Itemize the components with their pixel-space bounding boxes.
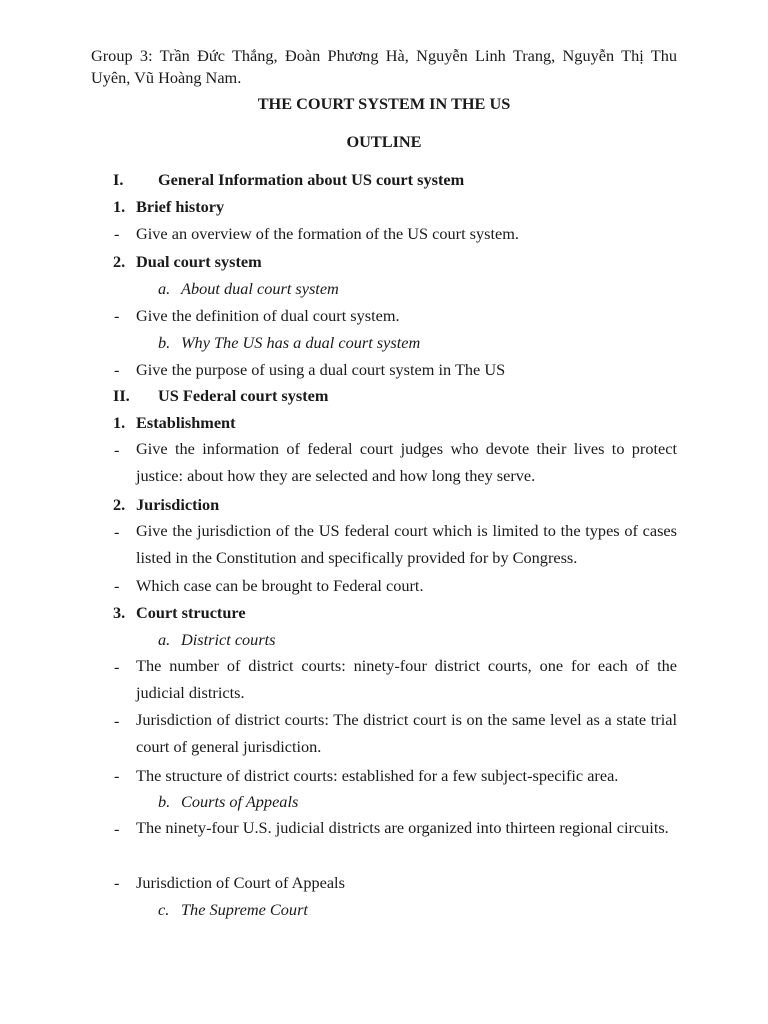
- heading-number: 2.: [113, 495, 126, 514]
- item-heading: About dual court system: [181, 279, 339, 298]
- item-letter: c.: [158, 900, 170, 919]
- bullet-text: The number of district courts: ninety-four district courts, one for each of the judicial districts.: [136, 656, 677, 702]
- bullet-marker: -: [114, 306, 120, 325]
- bullet-marker: -: [114, 224, 120, 243]
- bullet-marker: -: [114, 873, 120, 892]
- bullet-text: The ninety-four U.S. judicial districts are organized into thirteen regional circuits.: [136, 818, 669, 837]
- item-letter: a.: [158, 279, 171, 298]
- bullet-marker: -: [114, 819, 120, 838]
- section-heading: US Federal court system: [158, 386, 329, 405]
- bullet-text: Jurisdiction of Court of Appeals: [136, 873, 345, 892]
- item-heading: Why The US has a dual court system: [181, 333, 421, 352]
- bullet-marker: -: [114, 576, 120, 595]
- document-subtitle: OUTLINE: [346, 132, 422, 151]
- subheading: Brief history: [136, 197, 225, 216]
- bullet-marker: -: [114, 657, 120, 676]
- section-numeral: I.: [113, 170, 124, 189]
- item-heading: The Supreme Court: [181, 900, 308, 919]
- heading-number: 1.: [113, 413, 126, 432]
- heading-number: 3.: [113, 603, 126, 622]
- bullet-text: Which case can be brought to Federal court.: [136, 576, 424, 595]
- subheading: Jurisdiction: [136, 495, 220, 514]
- heading-number: 2.: [113, 252, 126, 271]
- section-heading: General Information about US court system: [158, 170, 465, 189]
- bullet-text: The structure of district courts: established for a few subject-specific area.: [136, 766, 619, 785]
- bullet-marker: -: [114, 711, 120, 730]
- bullet-text: Jurisdiction of district courts: The district court is on the same level as a state trial court of general jurisdiction.: [136, 710, 677, 756]
- bullet-text: Give the purpose of using a dual court system in The US: [136, 360, 506, 379]
- heading-number: 1.: [113, 197, 126, 216]
- bullet-marker: -: [114, 522, 120, 541]
- subheading: Establishment: [136, 413, 236, 432]
- bullet-marker: -: [114, 766, 120, 785]
- item-heading: District courts: [181, 630, 276, 649]
- bullet-text: Give the jurisdiction of the US federal court which is limited to the types of cases listed in the Constitution and specifically provided for by Congress.: [136, 521, 677, 567]
- authors-line: Group 3: Trần Đức Thắng, Đoàn Phương Hà, Nguyễn Linh Trang, Nguyễn Thị Thu Uyên, Vũ Hoàng Nam.: [91, 46, 677, 87]
- section-numeral: II.: [113, 386, 130, 405]
- item-heading: Courts of Appeals: [181, 792, 299, 811]
- item-letter: b.: [158, 333, 171, 352]
- document-title: THE COURT SYSTEM IN THE US: [257, 94, 511, 113]
- bullet-text: Give the definition of dual court system.: [136, 306, 400, 325]
- bullet-text: Give an overview of the formation of the US court system.: [136, 224, 519, 243]
- subheading: Court structure: [136, 603, 246, 622]
- item-letter: b.: [158, 792, 171, 811]
- item-letter: a.: [158, 630, 171, 649]
- bullet-text: Give the information of federal court judges who devote their lives to protect justice: about how they are selected and how long they serve.: [136, 439, 677, 485]
- bullet-marker: -: [114, 360, 120, 379]
- subheading: Dual court system: [136, 252, 262, 271]
- bullet-marker: -: [114, 440, 120, 459]
